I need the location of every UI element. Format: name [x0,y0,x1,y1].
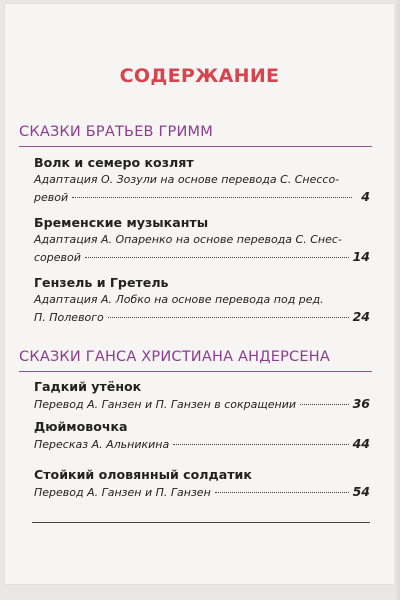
page-edge-shadow [394,0,400,600]
leader-dots [173,444,348,445]
entry-title: Волк и семеро козлят [34,155,194,170]
entry-credit: Перевод А. Ганзен и П. Ганзен в сокращении [34,398,297,411]
entry-credit-cont: соревой [34,251,81,264]
section-title-andersen: СКАЗКИ ГАНСА ХРИСТИАНА АНДЕРСЕНА [19,349,330,365]
book-page [5,4,394,584]
page-number: 54 [352,484,370,499]
page-number: 24 [352,309,370,324]
entry-credit-cont: ревой [34,191,69,204]
entry-title: Стойкий оловянный солдатик [34,467,252,482]
entry-title: Дюймовочка [34,419,128,434]
leader-dots [215,492,349,493]
page-number: 4 [361,189,370,204]
entry-credit: Адаптация А. Опаренко на основе перевода С. Снес- [34,233,342,246]
entry-title: Гадкий утёнок [34,379,142,394]
entry-title: Бременские музыканты [34,215,209,230]
section-title-grimm: СКАЗКИ БРАТЬЕВ ГРИММ [19,124,213,140]
leader-dots [108,317,349,318]
entry-credit-cont: П. Полевого [34,311,104,324]
bottom-divider [32,522,370,523]
section-divider [19,371,372,372]
toc-title: СОДЕРЖАНИЕ [119,65,280,87]
toc-entry [34,154,370,206]
entry-title: Гензель и Гретель [34,275,169,290]
entry-credit: Перевод А. Ганзен и П. Ганзен [34,486,211,499]
entry-credit: Адаптация О. Зозули на основе перевода С. Снессо- [34,173,340,186]
page-number: 14 [352,249,370,264]
page-number: 44 [352,436,370,451]
leader-dots [85,257,349,258]
leader-dots [300,404,349,405]
toc-entry [34,274,370,326]
toc-entry [34,418,370,453]
entry-credit: Адаптация А. Лобко на основе перевода под ред. [34,293,324,306]
toc-entry [34,466,370,501]
toc-entry [34,378,370,413]
leader-dots [72,197,352,198]
page-number: 36 [352,396,370,411]
section-divider [19,146,372,147]
toc-entry [34,214,370,266]
entry-credit: Пересказ А. Альникина [34,438,170,451]
